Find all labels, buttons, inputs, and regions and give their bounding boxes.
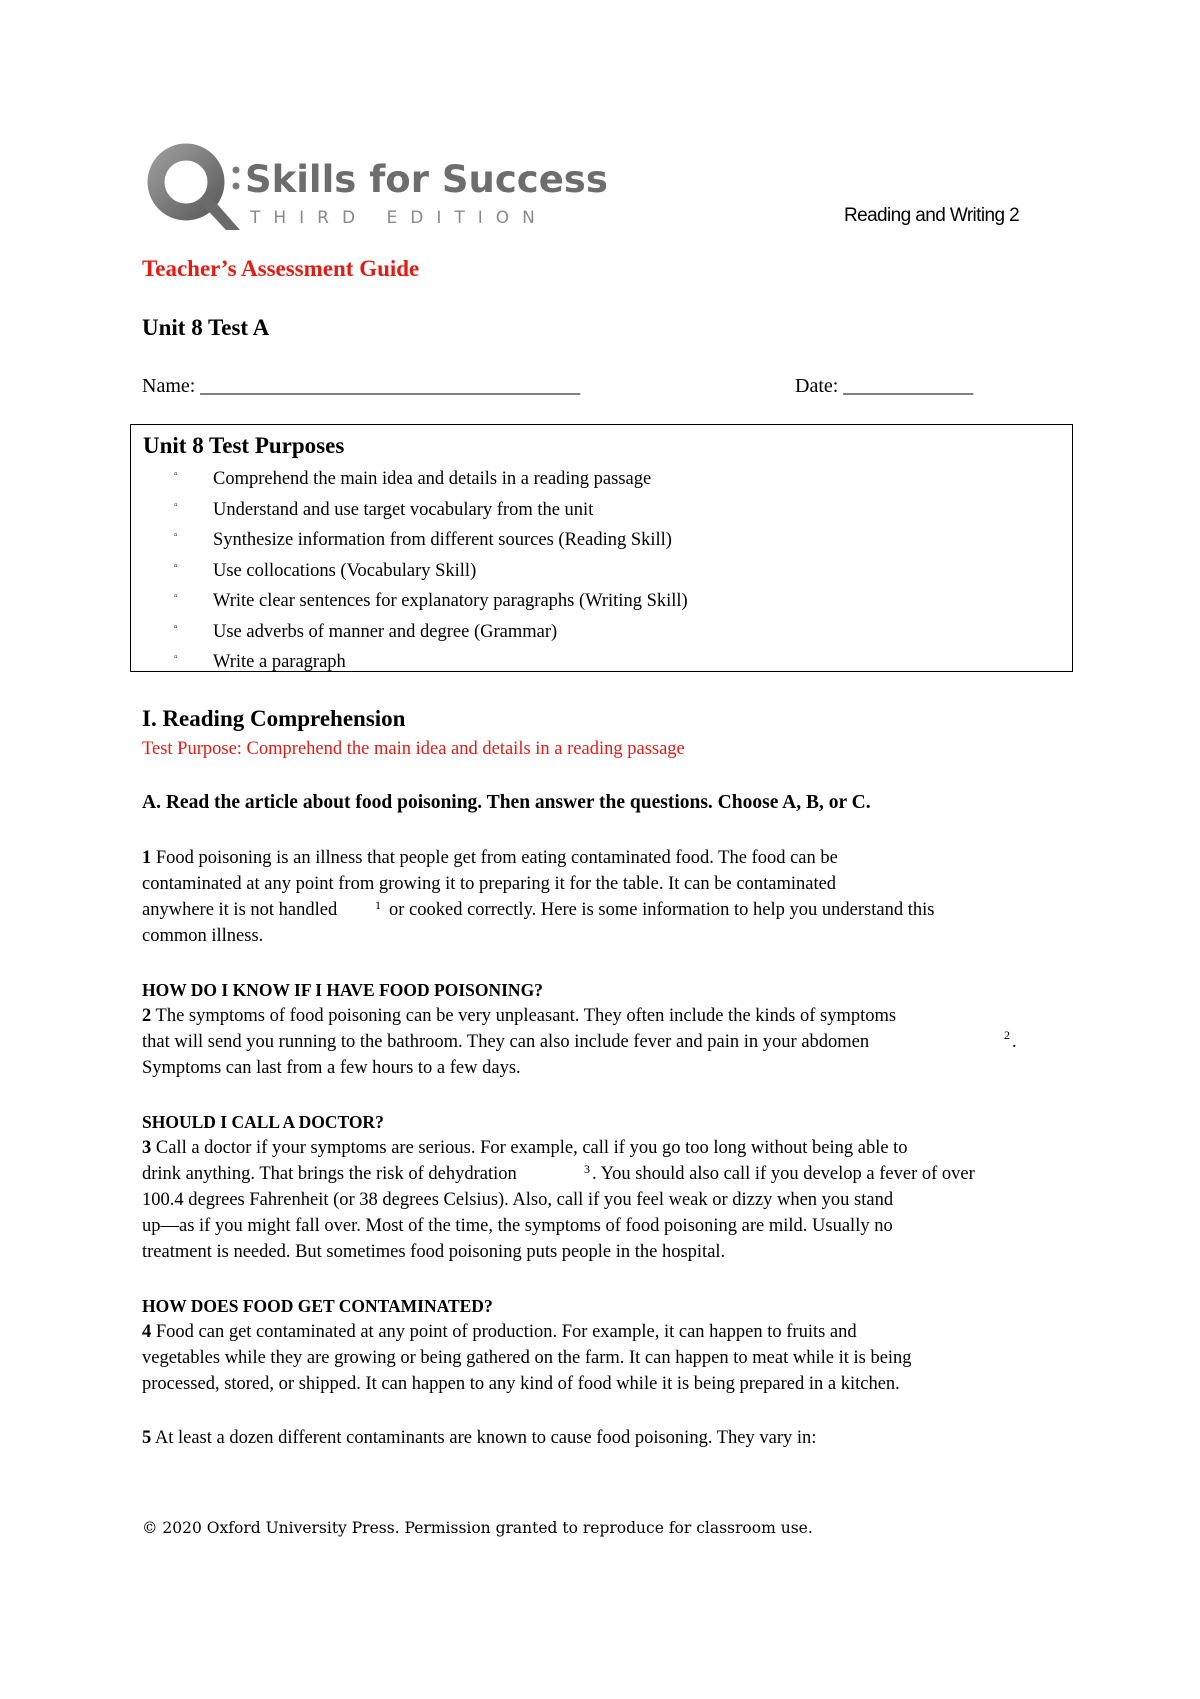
paragraph-number: 3 [142, 1138, 152, 1158]
footnote-ref-3[interactable]: 3 [584, 1162, 590, 1176]
paragraph-4-line: vegetables while they are growing or being gathered on the farm. It can happen to meat while it is being [142, 1348, 912, 1368]
bullet-icon: ▫ [174, 560, 178, 572]
purposes-title: Unit 8 Test Purposes [143, 433, 345, 458]
article-heading: HOW DOES FOOD GET CONTAMINATED? [142, 1296, 493, 1316]
bullet-icon: ▫ [174, 591, 178, 602]
logo-title: Skills for Success [245, 158, 608, 201]
paragraph-3-line: up—as if you might fall over. Most of the time, the symptoms of food poisoning are mild. Usually no [142, 1216, 893, 1236]
paragraph-3-line: treatment is needed. But sometimes food poisoning puts people in the hospital. [142, 1242, 726, 1262]
paragraph-3-line: . You should also call if you develop a fever of over [592, 1164, 975, 1184]
paragraph-1-line: or cooked correctly. Here is some information to help you understand this [389, 900, 935, 920]
name-field[interactable]: Name: ______________________________________ [142, 375, 581, 397]
paragraph-1-line: anywhere it is not handled [142, 900, 338, 920]
footnote-ref-2[interactable]: 2 [1004, 1028, 1010, 1042]
bullet-icon: ▫ [174, 530, 178, 541]
publisher-logo [140, 140, 608, 232]
paragraph-5-line: 5 At least a dozen different contaminants are known to cause food poisoning. They vary in: [142, 1428, 817, 1448]
course-name: Reading and Writing 2 [844, 205, 1020, 226]
bullet-icon: ▫ [174, 469, 178, 480]
paragraph-1-line: common illness. [142, 926, 264, 946]
paragraph-2-line: 2 The symptoms of food poisoning can be very unpleasant. They often include the kinds of symptoms [142, 1006, 897, 1026]
section-purpose: Test Purpose: Comprehend the main idea and details in a reading passage [142, 739, 685, 759]
paragraph-3-line: 100.4 degrees Fahrenheit (or 38 degrees Celsius). Also, call if you feel weak or dizzy when you stand [142, 1190, 894, 1210]
paragraph-4-line: 4 Food can get contaminated at any point of production. For example, it can happen to fruits and [142, 1322, 857, 1342]
footnote-ref-1[interactable]: 1 [375, 898, 381, 912]
logo-subtitle: THIRD EDITION [250, 208, 548, 228]
article-heading: SHOULD I CALL A DOCTOR? [142, 1112, 384, 1132]
paragraph-1-line: 1 Food poisoning is an illness that people get from eating contaminated food. The food can be [142, 848, 838, 868]
paragraph-number: 2 [142, 1006, 152, 1026]
bullet-icon: ▫ [174, 652, 178, 663]
section-title: I. Reading Comprehension [142, 706, 406, 731]
section-instruction: A. Read the article about food poisoning. Then answer the questions. Choose A, B, or C. [142, 792, 871, 813]
guide-title: Teacher’s Assessment Guide [142, 256, 420, 281]
paragraph-4-line: processed, stored, or shipped. It can happen to any kind of food while it is being prepared in a kitchen. [142, 1374, 900, 1394]
date-field[interactable]: Date: _____________ [795, 375, 974, 397]
test-purposes-box: Unit 8 Test Purposes ▫ Comprehend the main idea and details in a reading passage ▫ Understand and use target vocabulary from the unit ▫ Synthesize information from different sources (Reading Skill) ▫ Use collocations (Vocabulary Skill) ▫ Write clear sentences for explanatory paragraphs (Writing Skill) ▫ Use adverbs of manner and degree (Grammar) ▫ Write a paragraph [130, 424, 1073, 672]
paragraph-number: 1 [142, 848, 152, 868]
paragraph-1-line: contaminated at any point from growing it to preparing it for the table. It can be contaminated [142, 874, 837, 894]
paragraph-number: 4 [142, 1322, 152, 1342]
paragraph-2-line: Symptoms can last from a few hours to a few days. [142, 1058, 521, 1078]
paragraph-2-line: that will send you running to the bathroom. They can also include fever and pain in your abdomen [142, 1032, 870, 1052]
bullet-icon: ▫ [174, 621, 178, 633]
q-logo-icon [140, 140, 250, 232]
bullet-icon: ▫ [174, 499, 178, 511]
article-heading: HOW DO I KNOW IF I HAVE FOOD POISONING? [142, 980, 543, 1000]
paragraph-3-line: drink anything. That brings the risk of dehydration [142, 1164, 517, 1184]
paragraph-number: 5 [142, 1428, 152, 1448]
paragraph-2-line: . [1012, 1032, 1017, 1052]
unit-title: Unit 8 Test A [142, 315, 270, 340]
copyright-footer: © 2020 Oxford University Press. Permission granted to reproduce for classroom use. [142, 1519, 813, 1537]
paragraph-3-line: 3 Call a doctor if your symptoms are serious. For example, call if you go too long without being able to [142, 1138, 908, 1158]
